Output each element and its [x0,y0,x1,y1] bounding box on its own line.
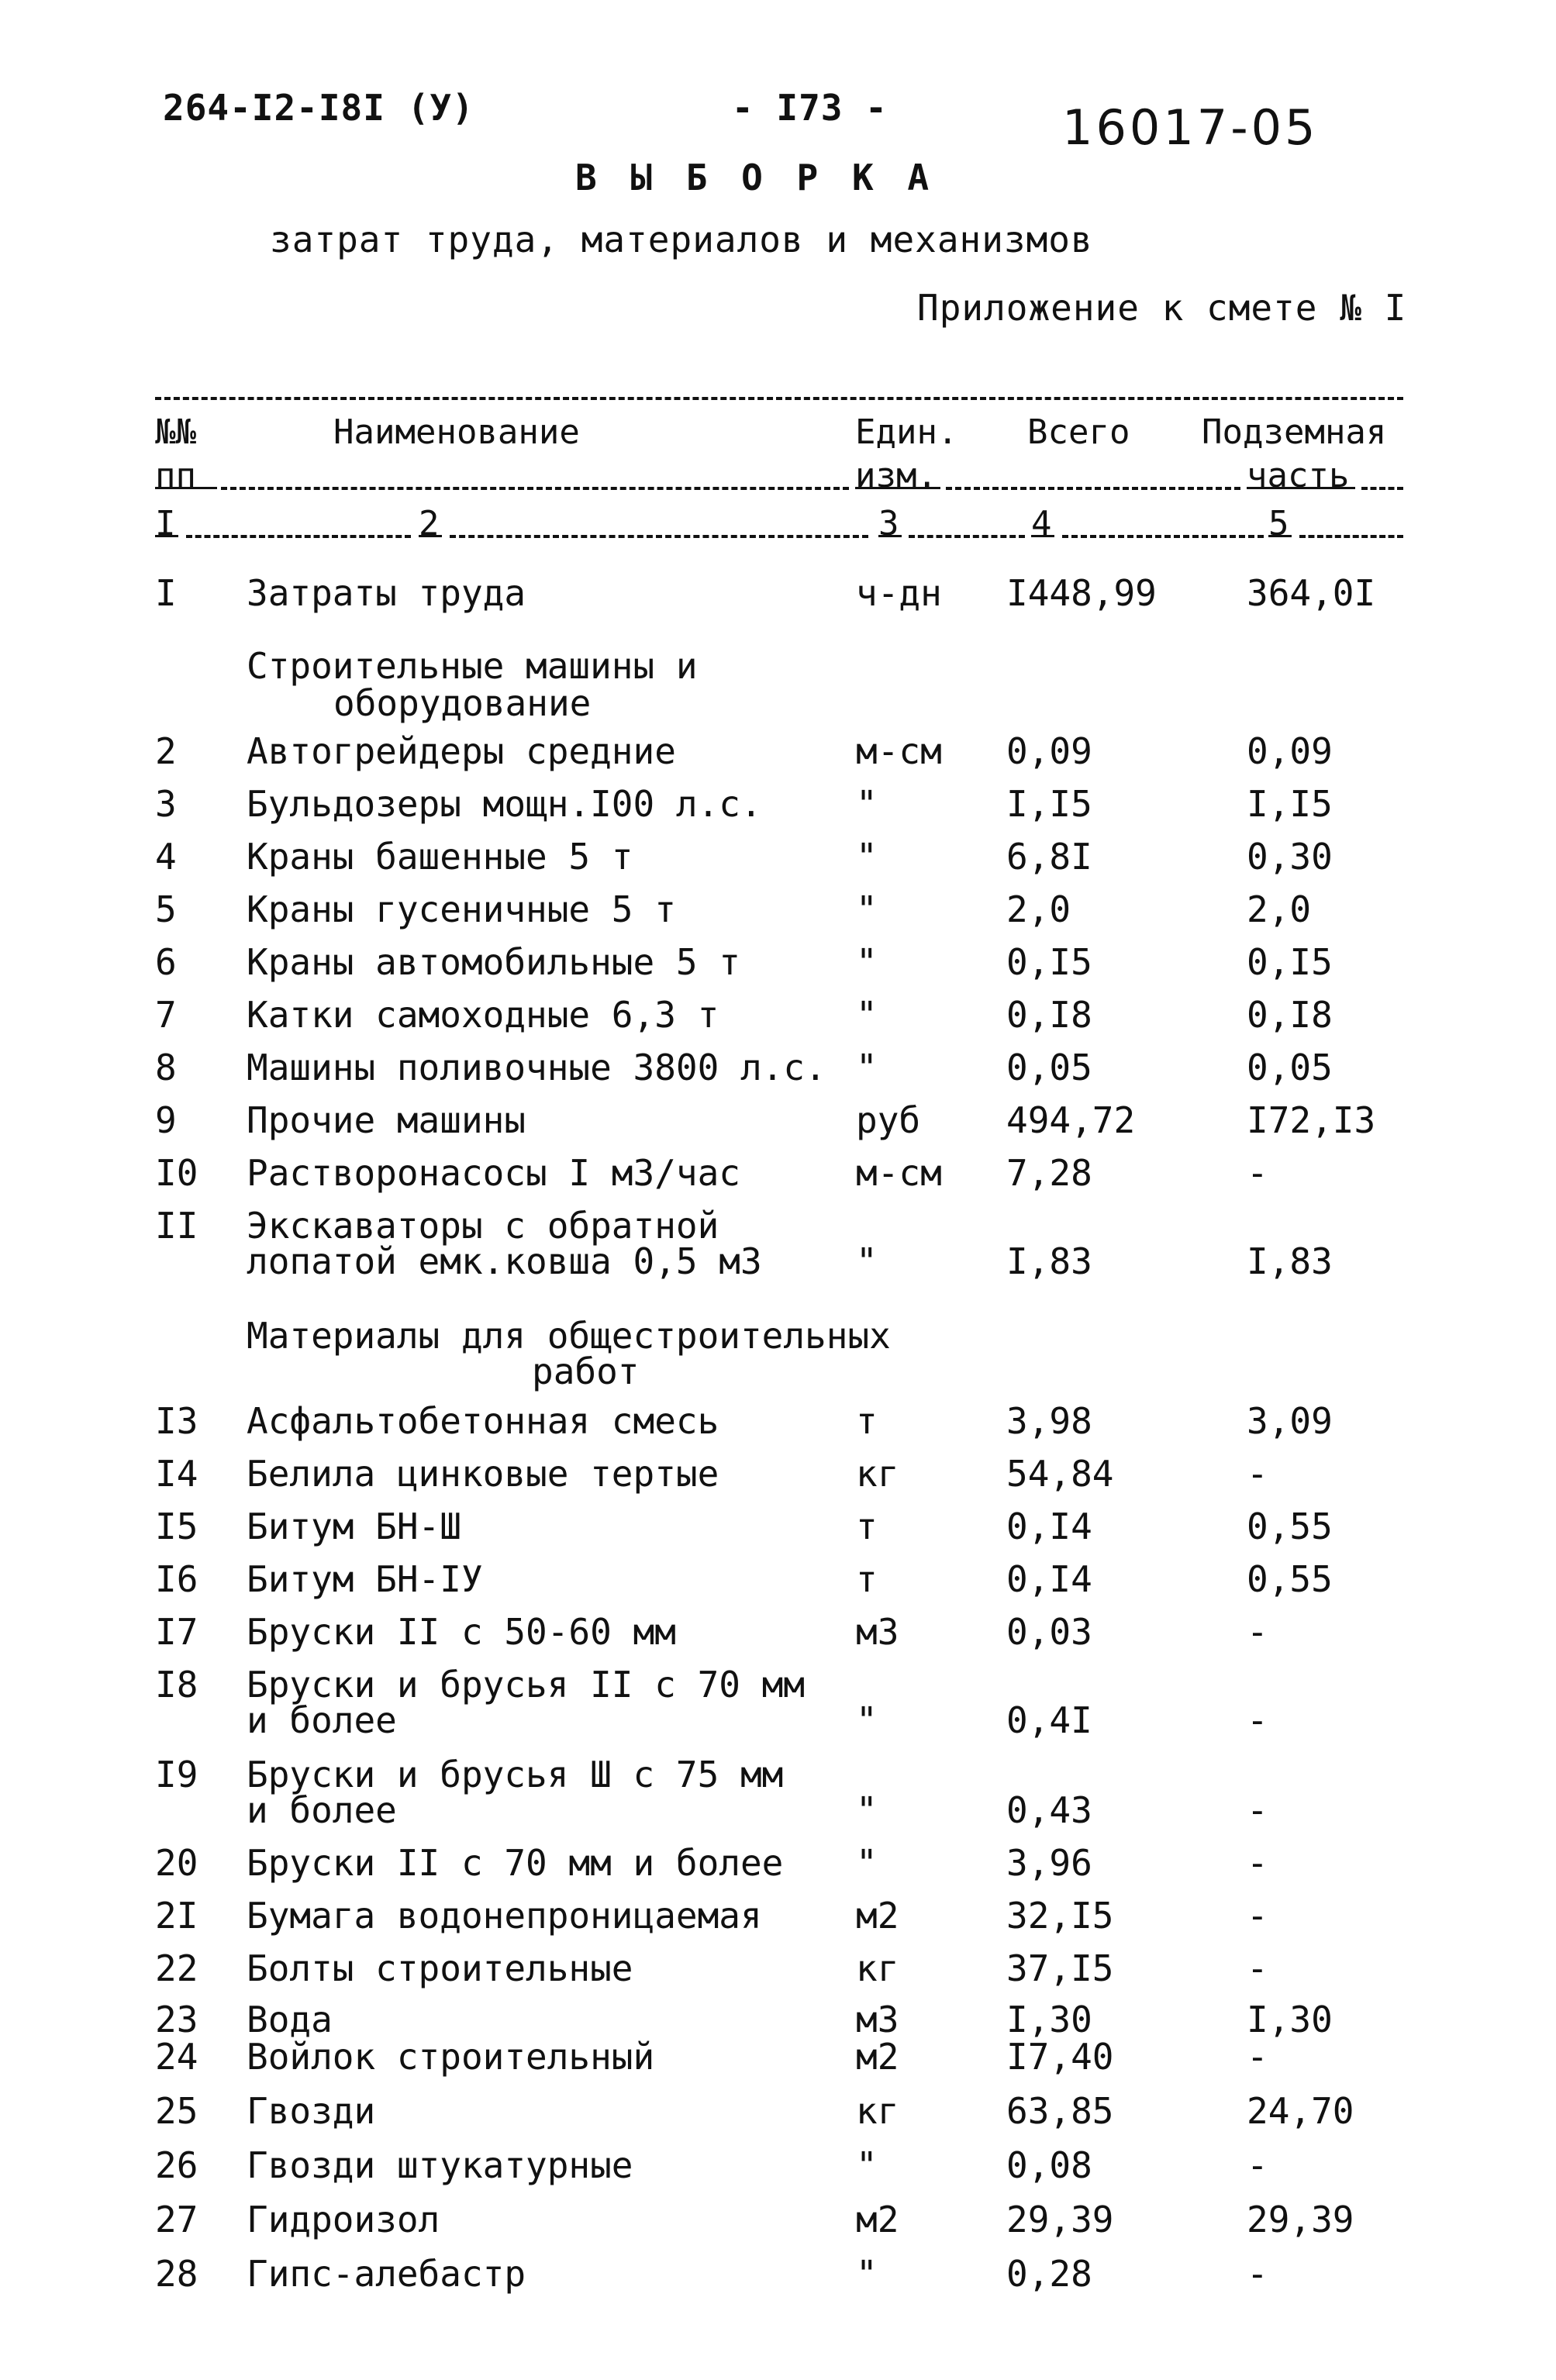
row-number: I3 [155,1400,198,1442]
row-name: Бруски II с 50-60 мм [247,1611,676,1653]
row-unit: м2 [856,2036,899,2078]
column-header-num-line2: пп [155,456,196,495]
colnum-rule-b [450,535,868,538]
row-number: I9 [155,1754,198,1795]
row-underground: - [1247,1699,1268,1741]
row-number: 2I [155,1895,198,1937]
column-number-1: I [155,504,176,543]
row-number: 23 [155,1999,198,2040]
row-name: Белила цинковые тертые [247,1453,719,1495]
colnum-underline-2 [419,535,442,537]
row-underground: - [1247,1895,1268,1937]
row-underground: 2,0 [1247,888,1312,930]
row-underground: 0,55 [1247,1558,1333,1600]
colnum-rule-c [909,535,1025,538]
row-number: 20 [155,1842,198,1884]
row-number: 7 [155,994,177,1036]
column-number-4: 4 [1031,504,1052,543]
row-underground: - [1247,1453,1268,1495]
column-header-num: №№ [155,412,196,452]
row-name: Асфальтобетонная смесь [247,1400,719,1442]
row-unit: кг [856,1453,899,1495]
row-number: I0 [155,1152,198,1194]
row-number: I [155,572,177,614]
row-total: 6,8I [1006,836,1092,878]
row-unit: м2 [856,2199,899,2240]
row-underground: 0,I8 [1247,994,1333,1036]
row-number: II [155,1205,198,1247]
row-total: 0,I4 [1006,1506,1092,1547]
row-underground: - [1247,1842,1268,1884]
page-subtitle: затрат труда, материалов и механизмов [270,219,1093,260]
row-name: Катки самоходные 6,3 т [247,994,719,1036]
row-number: 6 [155,941,177,983]
header-underline-num [155,487,217,489]
row-unit: м-см [856,1152,942,1194]
row-number: 27 [155,2199,198,2240]
row-number: 24 [155,2036,198,2078]
header-mid-rule-1 [221,487,849,490]
row-number: 2 [155,730,177,772]
row-underground: 0,09 [1247,730,1333,772]
page-title: В Ы Б О Р К А [575,157,936,198]
column-number-2: 2 [419,504,440,543]
row-total: 0,43 [1006,1789,1092,1831]
row-total: 3,96 [1006,1842,1092,1884]
column-number-3: 3 [878,504,899,543]
column-header-underground: Подземная [1202,412,1387,452]
row-number: 9 [155,1099,177,1141]
row-name: Растворонасосы I м3/час [247,1152,740,1194]
row-name-line2: и более [247,1789,397,1831]
row-total: I,83 [1006,1240,1092,1282]
row-name: Гидроизол [247,2199,440,2240]
row-unit: т [856,1506,878,1547]
row-name: Гвозди штукатурные [247,2144,633,2186]
row-total: 0,I4 [1006,1558,1092,1600]
row-underground: - [1247,1611,1268,1653]
row-unit: м-см [856,730,942,772]
row-underground: I,I5 [1247,783,1333,825]
row-total: I448,99 [1006,572,1157,614]
row-number: I6 [155,1558,198,1600]
row-name: Бруски и брусья Ш с 75 мм [247,1754,784,1795]
appendix-label: Приложение к смете № I [917,287,1407,329]
colnum-rule-e [1299,535,1403,538]
row-name: Бруски II с 70 мм и более [247,1842,784,1884]
row-number: 3 [155,783,177,825]
row-underground: - [1247,1152,1268,1194]
row-number: 4 [155,836,177,878]
row-total: 0,I5 [1006,941,1092,983]
row-name: Краны башенные 5 т [247,836,633,878]
row-underground: 3,09 [1247,1400,1333,1442]
column-header-unit: Един. [855,412,958,452]
row-name: Машины поливочные 3800 л.с. [247,1047,826,1088]
header-underline-underground [1247,487,1355,489]
row-unit: м3 [856,1611,899,1653]
row-total: 37,I5 [1006,1947,1114,1989]
row-name: Прочие машины [247,1099,526,1141]
row-name-line2: лопатой емк.ковша 0,5 м3 [247,1240,762,1282]
row-number: 22 [155,1947,198,1989]
column-header-total: Всего [1027,412,1130,452]
row-underground: I,83 [1247,1240,1333,1282]
row-total: 3,98 [1006,1400,1092,1442]
row-name: Гипс-алебастр [247,2253,526,2295]
row-underground: - [1247,1947,1268,1989]
row-underground: - [1247,1789,1268,1831]
row-total: 0,05 [1006,1047,1092,1088]
colnum-underline-5 [1268,535,1292,537]
row-name: Гвозди [247,2090,376,2132]
row-underground: 0,30 [1247,836,1333,878]
row-unit: " [856,1047,878,1088]
row-total: 63,85 [1006,2090,1114,2132]
header-underline-unit [855,487,940,489]
row-unit: " [856,783,878,825]
row-name: Затраты труда [247,572,526,614]
row-underground: 24,70 [1247,2090,1354,2132]
section-materials-title: Материалы для общестроительных [247,1315,891,1357]
colnum-rule-d [1062,535,1264,538]
row-name: Краны автомобильные 5 т [247,941,740,983]
row-number: I5 [155,1506,198,1547]
row-total: I,30 [1006,1999,1092,2040]
row-unit: " [856,1842,878,1884]
row-number: 28 [155,2253,198,2295]
row-total: 494,72 [1006,1099,1136,1141]
row-total: 0,28 [1006,2253,1092,2295]
row-name: Битум БН-IУ [247,1558,483,1600]
row-unit: " [856,1789,878,1831]
row-total: 2,0 [1006,888,1071,930]
row-unit: " [856,2253,878,2295]
column-header-underground-line2: часть [1247,456,1350,495]
row-number: 8 [155,1047,177,1088]
row-underground: I,30 [1247,1999,1333,2040]
row-underground: - [1247,2036,1268,2078]
row-name: Бульдозеры мощн.I00 л.с. [247,783,762,825]
colnum-underline-3 [878,535,902,537]
section-machines-title: Строительные машины и [247,645,698,687]
row-unit: т [856,1400,878,1442]
row-name: Экскаваторы с обратной [247,1205,719,1247]
column-header-unit-line2: изм. [855,456,937,495]
row-unit: м2 [856,1895,899,1937]
row-unit: т [856,1558,878,1600]
section-materials-title-line2: работ [532,1350,640,1392]
row-unit: " [856,941,878,983]
row-unit: " [856,2144,878,2186]
row-number: 26 [155,2144,198,2186]
row-total: I7,40 [1006,2036,1114,2078]
row-unit: " [856,994,878,1036]
row-total: 29,39 [1006,2199,1114,2240]
row-total: 0,09 [1006,730,1092,772]
colnum-underline-1 [155,535,178,537]
row-underground: I72,I3 [1247,1099,1376,1141]
row-unit: кг [856,1947,899,1989]
page-number: - I73 - [732,87,888,129]
row-name: Битум БН-Ш [247,1506,461,1547]
row-name-line2: и более [247,1699,397,1741]
row-unit: руб [856,1099,921,1141]
row-total: 0,08 [1006,2144,1092,2186]
row-underground: 0,I5 [1247,941,1333,983]
row-number: I7 [155,1611,198,1653]
row-name: Автогрейдеры средние [247,730,676,772]
row-name: Войлок строительный [247,2036,655,2078]
document-code: 264-I2-I8I (У) [163,87,474,129]
row-total: 54,84 [1006,1453,1114,1495]
row-number: 25 [155,2090,198,2132]
column-number-5: 5 [1268,504,1289,543]
header-mid-rule-3 [1361,487,1403,490]
row-unit: м3 [856,1999,899,2040]
row-number: I8 [155,1664,198,1706]
section-machines-title-line2: оборудование [333,682,592,724]
column-header-name: Наименование [333,412,580,452]
colnum-rule-a [186,535,411,538]
row-total: 32,I5 [1006,1895,1114,1937]
row-unit: " [856,888,878,930]
row-name: Вода [247,1999,333,2040]
row-unit: " [856,1240,878,1282]
row-underground: 0,05 [1247,1047,1333,1088]
row-number: I4 [155,1453,198,1495]
header-mid-rule-2 [946,487,1240,490]
row-unit: " [856,836,878,878]
row-total: I,I5 [1006,783,1092,825]
row-total: 0,03 [1006,1611,1092,1653]
stamp-number: 16017-05 [1062,99,1319,156]
row-underground: 0,55 [1247,1506,1333,1547]
row-underground: 29,39 [1247,2199,1354,2240]
table-top-rule [155,397,1403,400]
row-unit: " [856,1699,878,1741]
row-underground: 364,0I [1247,572,1376,614]
row-name: Бруски и брусья II с 70 мм [247,1664,806,1706]
row-unit: кг [856,2090,899,2132]
row-underground: - [1247,2144,1268,2186]
row-name: Краны гусеничные 5 т [247,888,676,930]
row-unit: ч-дн [856,572,942,614]
row-number: 5 [155,888,177,930]
row-name: Бумага водонепроницаемая [247,1895,762,1937]
row-underground: - [1247,2253,1268,2295]
row-name: Болты строительные [247,1947,633,1989]
row-total: 7,28 [1006,1152,1092,1194]
colnum-underline-4 [1031,535,1054,537]
row-total: 0,4I [1006,1699,1092,1741]
row-total: 0,I8 [1006,994,1092,1036]
